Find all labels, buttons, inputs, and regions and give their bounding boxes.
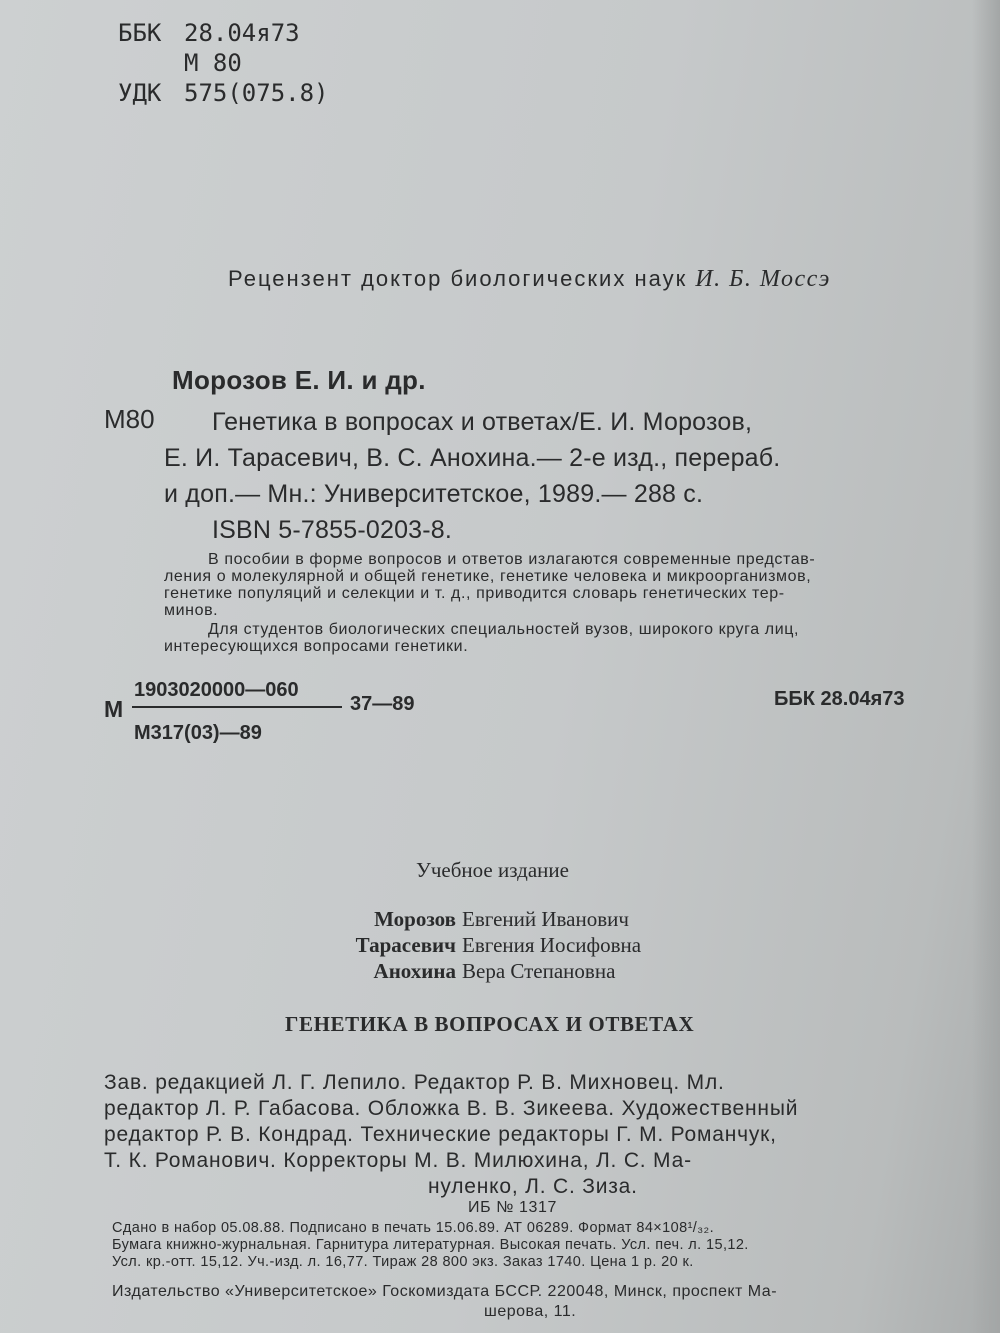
print-info xyxy=(112,1220,749,1271)
reviewer-name: И. Б. Моссэ xyxy=(695,266,831,292)
staff-line: Зав. редакцией Л. Г. Лепило. Редактор Р. В. Михновец. Мл. xyxy=(104,1071,725,1094)
index-denominator: М317(03)—89 xyxy=(134,722,262,744)
udk-line: УДК 575(075.8) xyxy=(118,79,329,107)
staff-credits xyxy=(104,1070,798,1200)
author-given: Евгений Иванович xyxy=(462,907,629,931)
catalog-line: Генетика в вопросах и ответах/Е. И. Морозов, xyxy=(212,408,753,436)
index-fraction-line xyxy=(132,706,342,708)
catalog-line: и доп.— Мн.: Университетское, 1989.— 288 с. xyxy=(164,480,704,508)
staff-line: редактор Л. Р. Габасова. Обложка В. В. Зикеева. Художественный xyxy=(104,1097,799,1120)
annotation-line: минов. xyxy=(164,602,219,619)
author-heading: Морозов Е. И. и др. xyxy=(172,365,426,395)
print-line: Бумага книжно-журнальная. Гарнитура литературная. Высокая печать. Усл. печ. л. 15,12. xyxy=(112,1237,749,1253)
shelf-code: М80 xyxy=(104,404,155,434)
index-numerator: 1903020000—060 xyxy=(134,679,299,701)
index-prefix: М xyxy=(104,696,124,722)
book-title: ГЕНЕТИКА В ВОПРОСАХ И ОТВЕТАХ xyxy=(285,1012,695,1036)
isbn: ISBN 5-7855-0203-8. xyxy=(212,516,453,544)
catalog-line: Е. И. Тарасевич, В. С. Анохина.— 2-е изд., перераб. xyxy=(164,444,781,472)
publisher-line: шерова, 11. xyxy=(484,1303,577,1320)
author-given-names xyxy=(462,906,641,984)
author-surname: Морозов xyxy=(374,907,456,931)
print-line: Усл. кр.-отт. 15,12. Уч.-изд. л. 16,77. Тираж 28 800 экз. Заказ 1740. Цена 1 р. 20 к. xyxy=(112,1254,694,1270)
publisher-line: Издательство «Университетское» Госкомиздата БССР. 220048, Минск, проспект Ма- xyxy=(112,1283,778,1300)
reviewer-label: Рецензент доктор биологических наук xyxy=(228,266,688,291)
edition-type: Учебное издание xyxy=(416,858,569,882)
author-given: Евгения Иосифовна xyxy=(462,933,642,957)
reviewer-line xyxy=(228,266,831,293)
bbk-block xyxy=(118,18,329,108)
annotation-line: ления о молекулярной и общей генетике, генетике человека и микроорганизмов, xyxy=(164,568,812,585)
author-surnames xyxy=(330,906,456,984)
bbk-right: ББК 28.04я73 xyxy=(774,688,905,710)
staff-line: редактор Р. В. Кондрад. Технические редакторы Г. М. Романчук, xyxy=(104,1123,777,1146)
annotation xyxy=(164,551,815,655)
bbk-line: ББК 28.04я73 xyxy=(118,19,300,47)
publisher-info xyxy=(112,1282,777,1322)
print-line: Сдано в набор 05.08.88. Подписано в печать 15.06.89. АТ 06289. Формат 84×108¹/₃₂. xyxy=(112,1220,714,1236)
annotation-line: интересующихся вопросами генетики. xyxy=(164,638,469,655)
annotation-line: генетике популяций и селекции и т. д., приводится словарь генетических тер- xyxy=(164,585,785,602)
catalog-description xyxy=(164,404,781,548)
staff-line: нуленко, Л. С. Зиза. xyxy=(428,1175,638,1198)
ib-number: ИБ № 1317 xyxy=(468,1199,558,1216)
annotation-line: Для студентов биологических специальностей вузов, широкого круга лиц, xyxy=(208,621,800,638)
author-surname: Анохина xyxy=(373,959,456,983)
shelf-mark-line: М 80 xyxy=(184,49,242,77)
author-given: Вера Степановна xyxy=(462,959,616,983)
author-surname: Тарасевич xyxy=(355,933,456,957)
staff-line: Т. К. Романович. Корректоры М. В. Милюхина, Л. С. Ма- xyxy=(104,1149,692,1172)
annotation-line: В пособии в форме вопросов и ответов излагаются современные представ- xyxy=(208,551,816,568)
page-gutter-shadow xyxy=(972,0,1000,1333)
index-suffix: 37—89 xyxy=(350,693,415,715)
